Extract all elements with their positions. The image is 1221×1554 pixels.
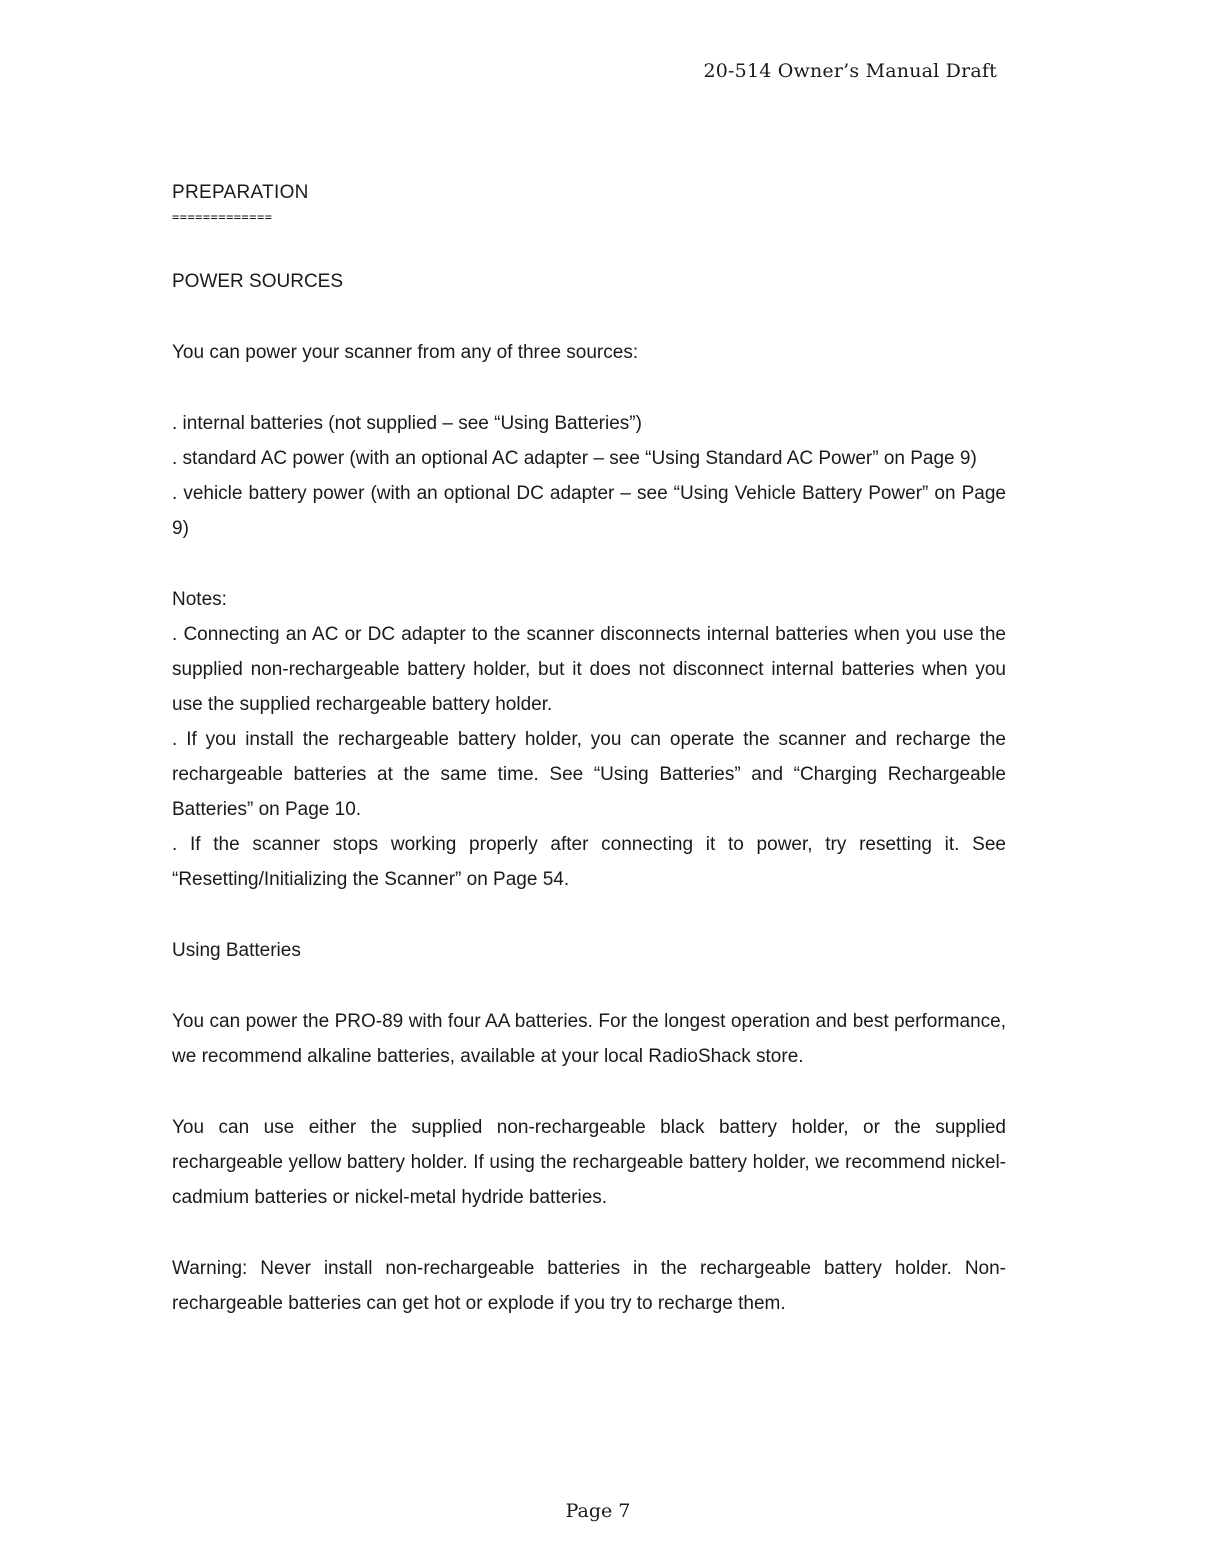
running-header: 20-514 Owner’s Manual Draft — [703, 60, 997, 82]
section-title-underline: ============= — [172, 210, 273, 224]
power-sources-heading: POWER SOURCES — [172, 271, 344, 292]
power-sources-intro: You can power your scanner from any of three sources: — [172, 342, 639, 363]
power-sources-list — [172, 406, 1006, 546]
battery-holder-paragraph: You can use either the supplied non-rechargeable black battery holder, or the supplied rechargeable yellow battery holder. If using the rechargeable battery holder, we recommend nickel-cadmium batteries or nickel-metal hydride batteries. — [172, 1117, 1006, 1208]
page-content — [172, 175, 1006, 1357]
batteries-paragraph: You can power the PRO-89 with four AA batteries. For the longest operation and best performance, we recommend alkaline batteries, available at your local RadioShack store. — [172, 1011, 1006, 1067]
power-source-item: . standard AC power (with an optional AC adapter – see “Using Standard AC Power” on Page 9) — [172, 448, 977, 469]
note-item: . Connecting an AC or DC adapter to the scanner disconnects internal batteries when you use the supplied non-rechargeable battery holder, but it does not disconnect internal batteries when you use the supplied rechargeable battery holder. — [172, 624, 1006, 715]
power-source-item: . internal batteries (not supplied – see “Using Batteries”) — [172, 413, 642, 434]
notes-label: Notes: — [172, 589, 227, 610]
section-title: PREPARATION — [172, 182, 309, 203]
power-source-item: . vehicle battery power (with an optional DC adapter – see “Using Vehicle Battery Power” on Page 9) — [172, 483, 1006, 539]
warning-paragraph: Warning: Never install non-rechargeable batteries in the rechargeable battery holder. Non-rechargeable batteries can get hot or explode if you try to recharge them. — [172, 1258, 1006, 1314]
note-item: . If you install the rechargeable battery holder, you can operate the scanner and recharge the rechargeable batteries at the same time. See “Using Batteries” and “Charging Rechargeable Batteries” on Page 10. — [172, 729, 1006, 820]
notes-list — [172, 617, 1006, 897]
note-item: . If the scanner stops working properly after connecting it to power, try resetting it. See “Resetting/Initializing the Scanner” on Page 54. — [172, 834, 1006, 890]
page-number: Page 7 — [565, 1500, 631, 1522]
using-batteries-heading: Using Batteries — [172, 940, 301, 961]
